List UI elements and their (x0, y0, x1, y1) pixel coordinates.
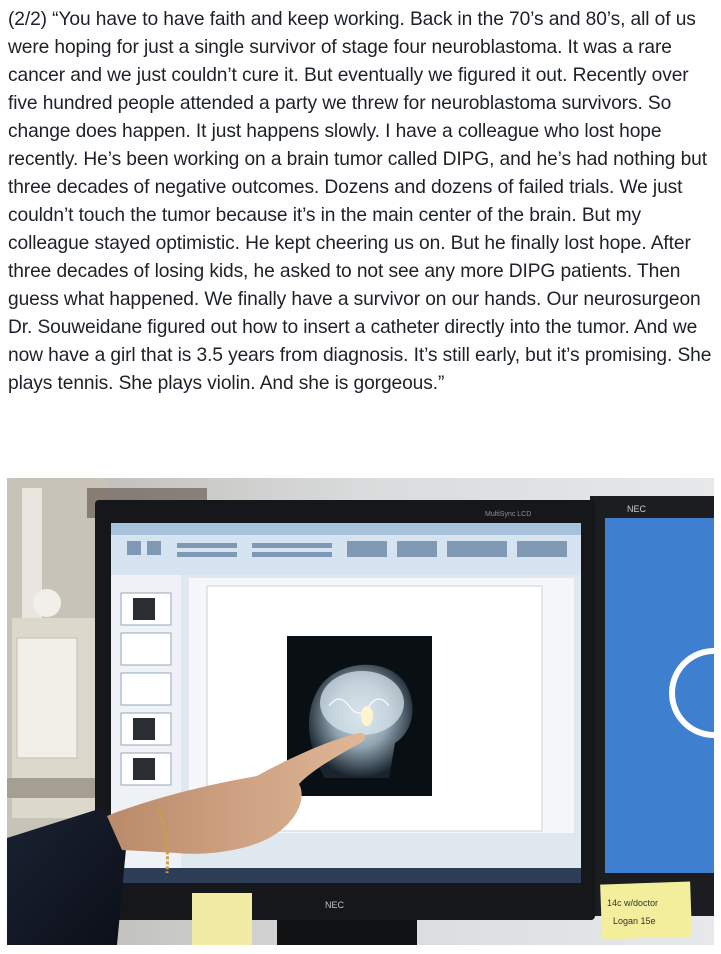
sticky-note-line1: 14c w/doctor (607, 898, 659, 908)
post-text: (2/2) “You have to have faith and keep working. Back in the 70’s and 80’s, all of us were hoping for just a single survivor of stage four neuroblastoma. It was a rare cancer and we just couldn’t cure it. But eventually we figured it out. Recently over five hundred people attended a party we threw for neuroblastoma survivors. So change does happen. It just happens slowly. I have a colleague who lost hope recently. He’s been working on a brain tumor called DIPG, and he’s had nothing but three decades of negative outcomes. Dozens and dozens of failed trials. We just couldn’t touch the tumor because it’s in the main center of the brain. But my colleague stayed optimistic. He kept cheering us on. But he finally lost hope. After three decades of losing kids, he asked to not see any more DIPG patients. Then guess what happened. We finally have a survivor on our hands. Our neurosurgeon Dr. Souweidane figured out how to insert a catheter directly into the tumor. And we now have a girl that is 3.5 years from diagnosis. It’s still early, but it’s promising. She plays tennis. She plays violin. And she is gorgeous.” (8, 9, 712, 394)
sticky-note-line2: Logan 15e (613, 916, 656, 926)
left-monitor-brand: NEC (325, 900, 345, 910)
right-monitor-brand: NEC (627, 504, 647, 514)
post-photo[interactable] (7, 478, 714, 945)
monitor-bezel-label: MultiSync LCD (485, 511, 532, 518)
